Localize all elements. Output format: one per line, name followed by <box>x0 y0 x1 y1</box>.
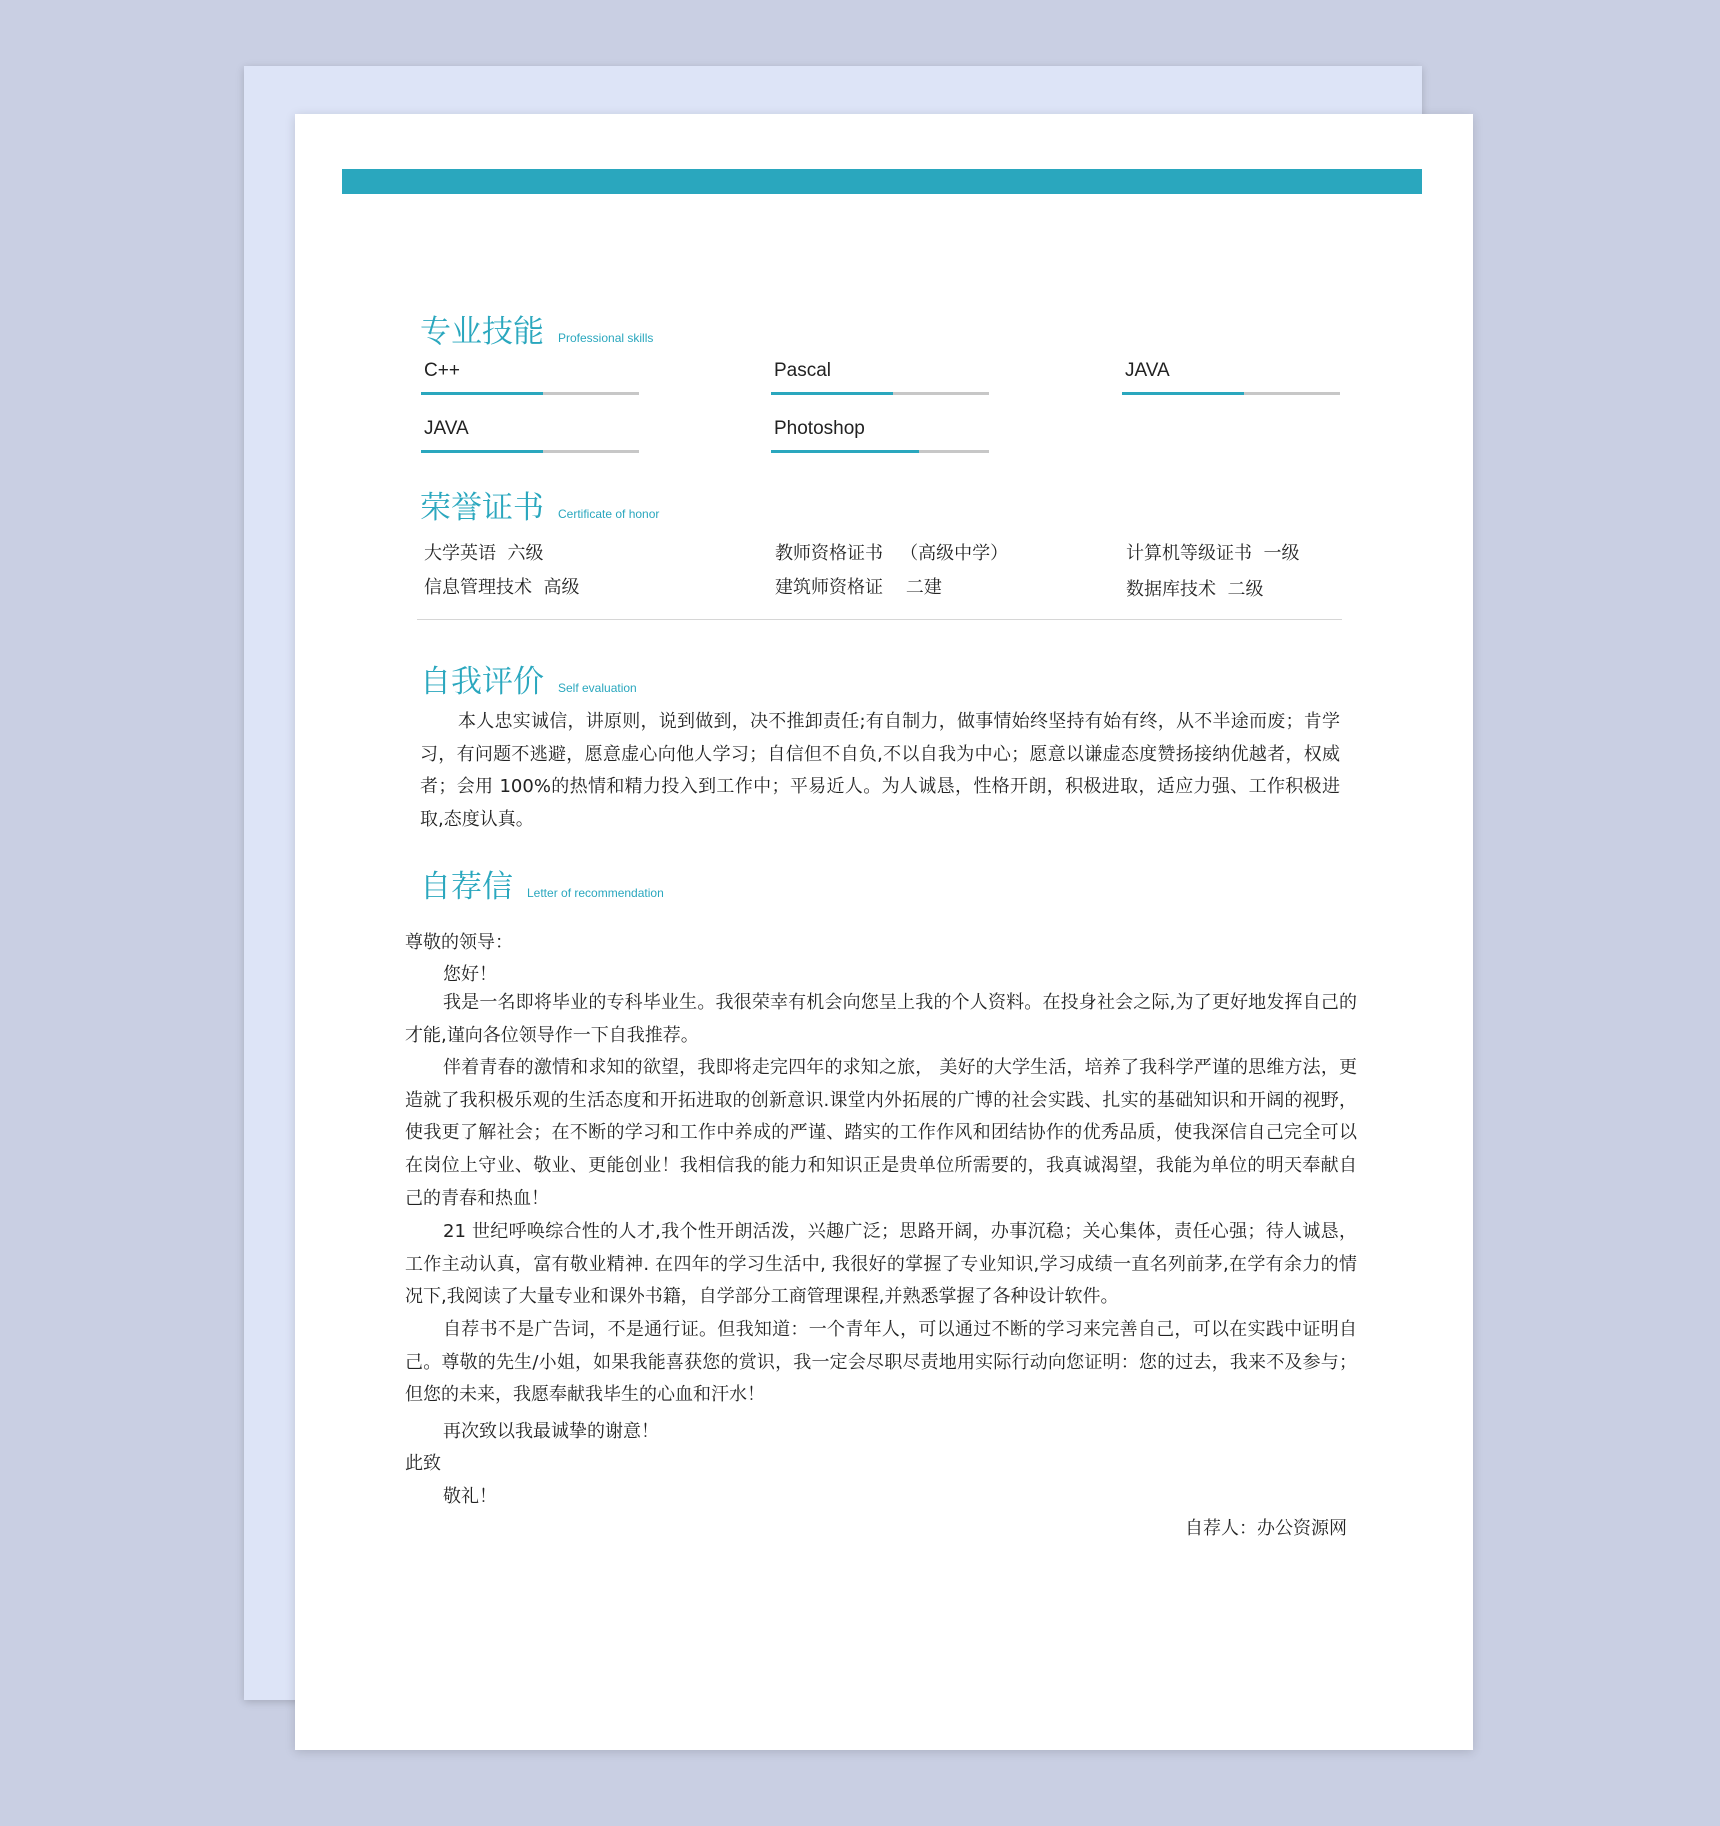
skill-name: JAVA <box>424 418 469 439</box>
skill-item <box>421 360 639 395</box>
letter-closing: 此致 <box>405 1453 441 1474</box>
skill-name: JAVA <box>1125 360 1170 381</box>
letter-greeting: 您好！ <box>443 964 497 985</box>
letter-paragraph: 我是一名即将毕业的专科毕业生。我很荣幸有机会向您呈上我的个人资料。在投身社会之际,为了更好地发挥自己的才能,谨向各位领导作一下自我推荐。 <box>405 992 1357 1046</box>
certificate-item: 信息管理技术 高级 <box>424 577 580 598</box>
skill-level-fill <box>421 392 543 395</box>
skill-item <box>1122 360 1340 395</box>
skills-section-heading <box>420 306 653 351</box>
skill-level-fill <box>1122 392 1244 395</box>
skill-level-track <box>421 450 639 453</box>
self-eval-section-heading <box>420 656 637 701</box>
skill-name: Photoshop <box>774 418 865 439</box>
skill-name: C++ <box>424 360 460 381</box>
certificate-item: 建筑师资格证 二建 <box>775 577 942 598</box>
letter-section-heading <box>420 861 664 906</box>
skill-level-fill <box>421 450 543 453</box>
skill-level-track <box>771 392 989 395</box>
skill-item <box>771 360 989 395</box>
skill-item <box>771 418 989 453</box>
skills-title-cn: 专业技能 <box>420 314 544 350</box>
letter-closing-salute: 敬礼！ <box>443 1486 497 1507</box>
honor-title-en: Certificate of honor <box>558 507 660 521</box>
letter-title-en: Letter of recommendation <box>527 886 664 900</box>
skills-title-en: Professional skills <box>558 331 654 345</box>
header-accent-bar <box>342 169 1422 194</box>
skill-item <box>421 418 639 453</box>
skill-name: Pascal <box>774 360 832 381</box>
honor-title-cn: 荣誉证书 <box>420 490 544 526</box>
skill-level-fill <box>771 450 919 453</box>
certificate-item: 教师资格证书 （高级中学） <box>775 543 1009 564</box>
letter-salutation: 尊敬的领导： <box>405 932 513 953</box>
letter-signature: 自荐人：办公资源网 <box>1185 1518 1347 1539</box>
skill-level-fill <box>771 392 893 395</box>
certificate-item: 计算机等级证书 一级 <box>1126 543 1300 564</box>
certificate-item: 大学英语 六级 <box>424 543 544 564</box>
self-eval-title-cn: 自我评价 <box>420 664 544 700</box>
skill-level-track <box>771 450 989 453</box>
resume-page <box>295 114 1473 1750</box>
section-divider <box>417 619 1342 620</box>
letter-paragraph: 伴着青春的激情和求知的欲望，我即将走完四年的求知之旅， 美好的大学生活，培养了我科学严谨的思维方法，更造就了我积极乐观的生活态度和开拓进取的创新意识.课堂内外拓展的广博的社会实践、扎实的基础知识和开阔的视野，使我更了解社会；在不断的学习和工作中养成的严谨、踏实的工作作风和团结协作的优秀品质，使我深信自己完全可以在岗位上守业、敬业、更能创业！我相信我的能力和知识正是贵单位所需要的，我真诚渴望，我能为单位的明天奉献自己的青春和热血！ <box>405 1057 1357 1209</box>
letter-title-cn: 自荐信 <box>420 869 513 905</box>
skill-level-track <box>421 392 639 395</box>
letter-paragraph: 自荐书不是广告词，不是通行证。但我知道：一个青年人，可以通过不断的学习来完善自己，可以在实践中证明自己。尊敬的先生/小姐，如果我能喜获您的赏识，我一定会尽职尽责地用实际行动向您证明：您的过去，我来不及参与；但您的未来，我愿奉献我毕生的心血和汗水！ <box>405 1319 1357 1406</box>
letter-thanks: 再次致以我最诚挚的谢意！ <box>443 1421 659 1442</box>
certificate-item: 数据库技术 二级 <box>1126 579 1264 600</box>
skill-level-track <box>1122 392 1340 395</box>
letter-paragraph: 21 世纪呼唤综合性的人才,我个性开朗活泼，兴趣广泛；思路开阔，办事沉稳；关心集体，责任心强；待人诚恳，工作主动认真，富有敬业精神. 在四年的学习生活中, 我很好的掌握了专业知识,学习成绩一直名列前茅,在学有余力的情况下,我阅读了大量专业和课外书籍，自学部分工商管理课程,并熟悉掌握了各种设计软件。 <box>405 1221 1357 1308</box>
self-eval-text: 本人忠实诚信，讲原则，说到做到，决不推卸责任;有自制力，做事情始终坚持有始有终，从不半途而废；肯学习，有问题不逃避，愿意虚心向他人学习；自信但不自负,不以自我为中心；愿意以谦虚态度赞扬接纳优越者，权威者；会用 100%的热情和精力投入到工作中；平易近人。为人诚恳，性格开朗，积极进取，适应力强、工作积极进取,态度认真。 <box>420 711 1340 831</box>
honor-section-heading <box>420 482 659 527</box>
self-eval-title-en: Self evaluation <box>558 681 637 695</box>
